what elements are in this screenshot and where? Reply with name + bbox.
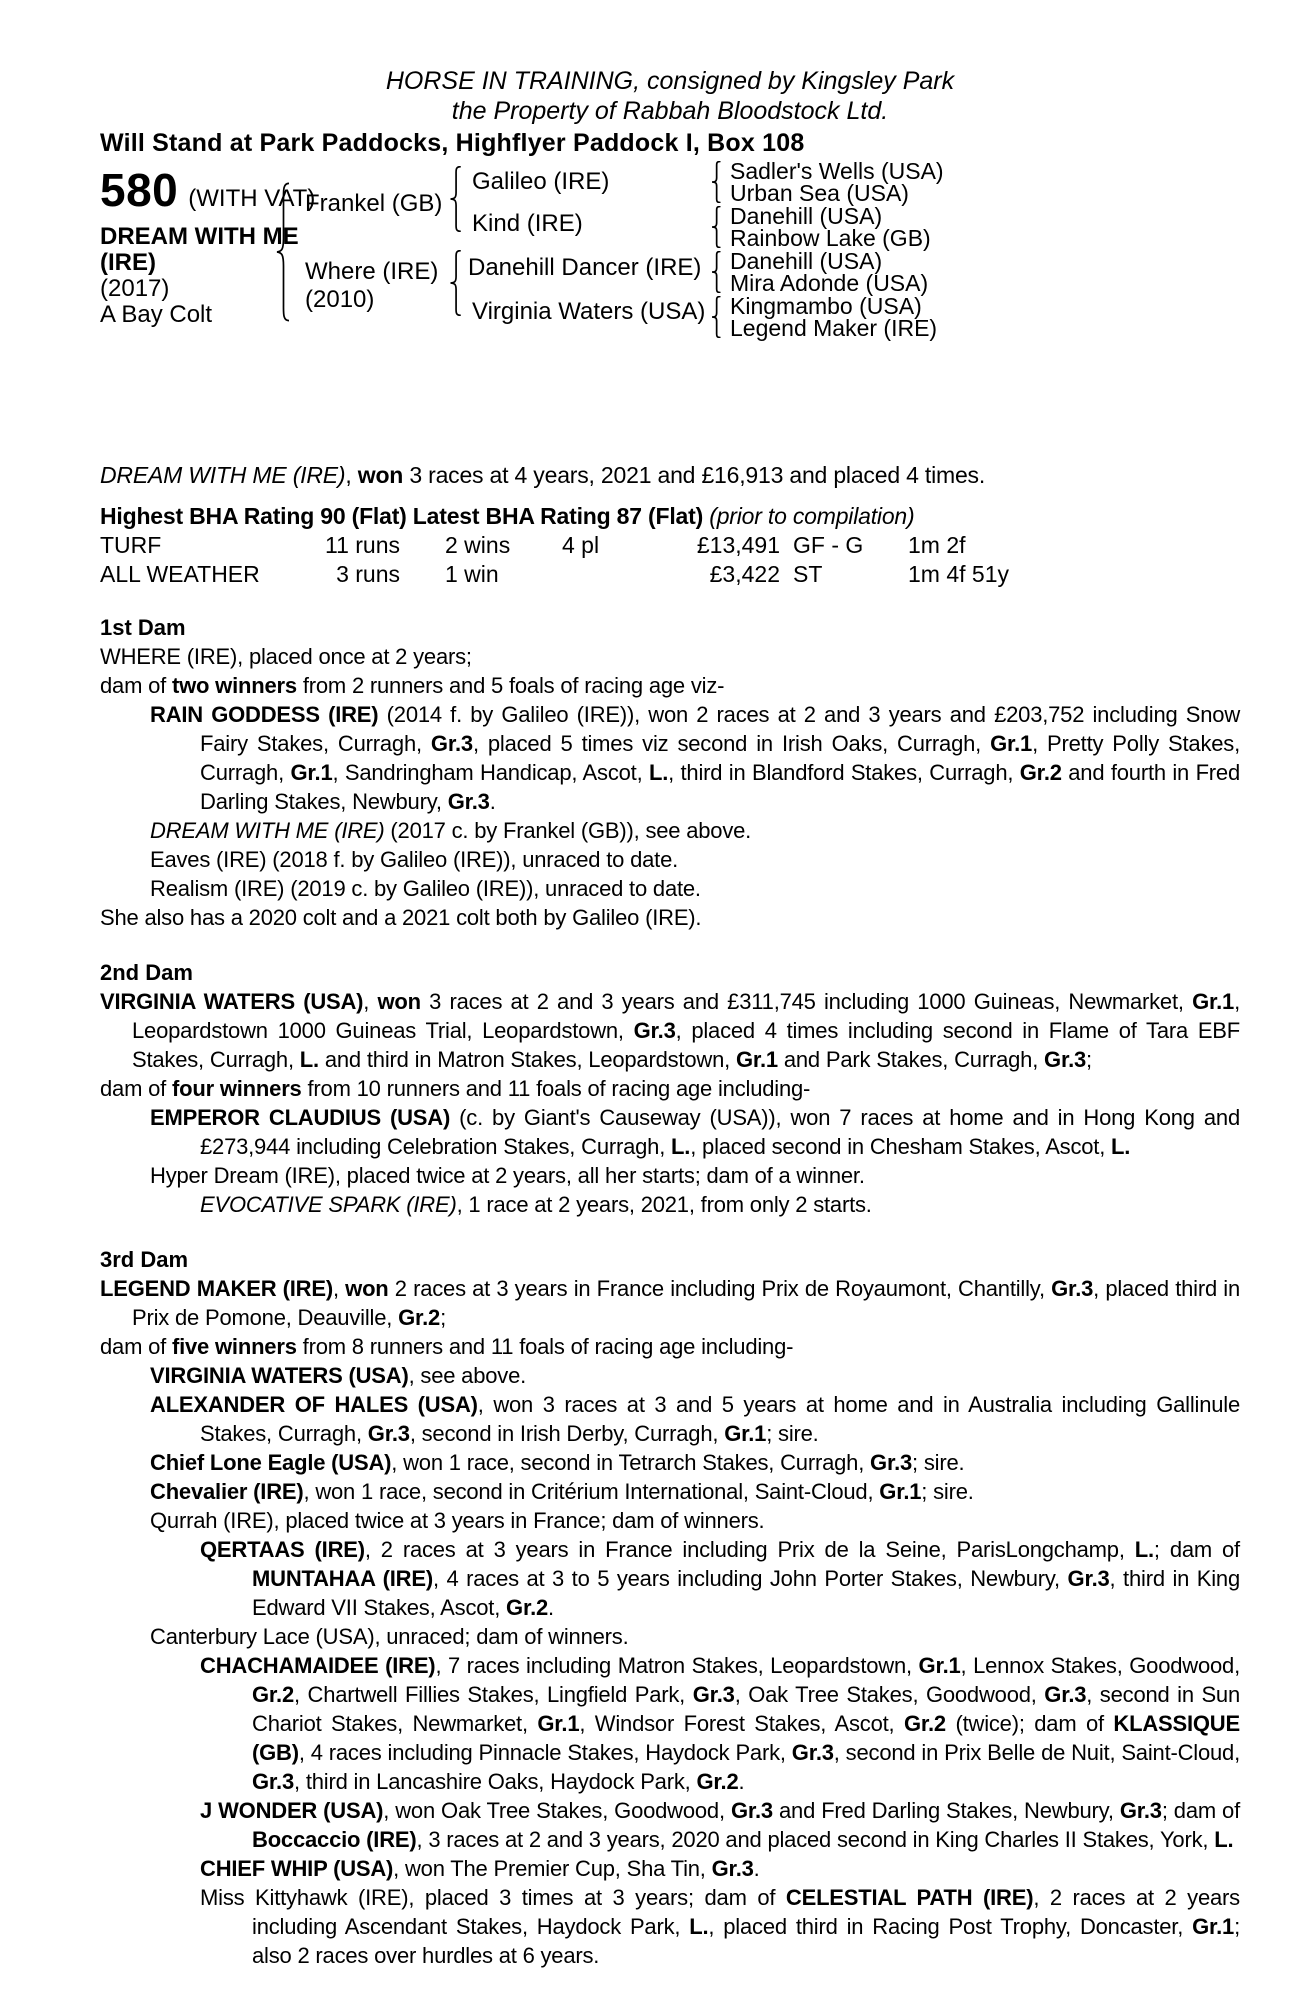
dam-line: dam of five winners from 8 runners and 11 foals of racing age including- bbox=[100, 1334, 794, 1359]
horse-description: A Bay Colt bbox=[100, 301, 213, 328]
gen3-brace-1 bbox=[710, 161, 724, 203]
progeny-entry: Realism (IRE) (2019 c. by Galileo (IRE)), unraced to date. bbox=[150, 876, 701, 901]
progeny-entry: Hyper Dream (IRE), placed twice at 2 years, all her starts; dam of a winner. bbox=[150, 1163, 865, 1188]
sire-sire-name: Galileo (IRE) bbox=[472, 168, 610, 195]
places-value bbox=[515, 560, 628, 589]
pedigree-name: Sadler's Wells (USA) bbox=[730, 158, 944, 184]
pedigree-name: Danehill (USA) bbox=[730, 248, 883, 274]
section-1st-dam bbox=[100, 613, 1240, 932]
dam-line: dam of four winners from 10 runners and 11 foals of racing age including- bbox=[100, 1076, 811, 1101]
dam-dam-name: Virginia Waters (USA) bbox=[472, 298, 706, 325]
vat-note: (WITH VAT) bbox=[188, 185, 316, 212]
dam-parents-brace bbox=[448, 250, 465, 316]
section-heading: 2nd Dam bbox=[100, 960, 193, 985]
earnings-value: £13,491 bbox=[696, 532, 780, 558]
sire-sire-parents bbox=[730, 160, 944, 204]
pedigree-name: Urban Sea (USA) bbox=[730, 180, 909, 206]
progeny-entry: VIRGINIA WATERS (USA), see above. bbox=[150, 1363, 527, 1388]
earnings-value: £3,422 bbox=[709, 561, 780, 587]
pedigree-name: Legend Maker (IRE) bbox=[730, 315, 938, 341]
progeny-entry: RAIN GODDESS (IRE) (2014 f. by Galileo (IRE)), won 2 races at 2 and 3 years and £203,752 including Snow Fairy Stakes, Curragh, Gr.3, placed 5 times viz second in Irish Oaks, Curragh, Gr.1, Pretty Polly Stakes, Curragh, Gr.1, Sandringham Handicap, Ascot, L., third in Blandford Stakes, Curragh, Gr.2 and fourth in Fred Darling Stakes, Newbury, Gr.3. bbox=[150, 702, 1241, 814]
progeny-entry: EMPEROR CLAUDIUS (USA) (c. by Giant's Causeway (USA)), won 7 races at home and in Hong Kong and £273,944 including Celebration Stakes, Curragh, L., placed second in Chesham Stakes, Ascot, L. bbox=[150, 1105, 1241, 1159]
dam-name: Where (IRE) bbox=[305, 258, 439, 285]
dam-year: (2010) bbox=[305, 286, 375, 313]
stand-location: Will Stand at Park Paddocks, Highflyer Paddock I, Box 108 bbox=[100, 129, 805, 157]
progeny-entry: CHIEF WHIP (USA), won The Premier Cup, Sha Tin, Gr.3. bbox=[200, 1856, 760, 1881]
dam-line: VIRGINIA WATERS (USA), won 3 races at 2 and 3 years and £311,745 including 1000 Guineas, Newmarket, Gr.1, Leopardstown 1000 Guineas Trial, Leopardstown, Gr.3, placed 4 times including second in Flame of Tara EBF Stakes, Curragh, L. and third in Matron Stakes, Leopardstown, Gr.1 and Park Stakes, Curragh, Gr.3; bbox=[100, 989, 1241, 1072]
going-value: ST bbox=[793, 561, 823, 587]
sire-parents-brace bbox=[448, 166, 465, 232]
progeny-entry: EVOCATIVE SPARK (IRE), 1 race at 2 years, 2021, from only 2 starts. bbox=[200, 1192, 872, 1217]
wins-value: 1 win bbox=[445, 561, 499, 587]
dam-line: LEGEND MAKER (IRE), won 2 races at 3 years in France including Prix de Royaumont, Chantilly, Gr.3, placed third in Prix de Pomone, Deauville, Gr.2; bbox=[100, 1276, 1240, 1330]
sire-dam-name: Kind (IRE) bbox=[472, 210, 583, 237]
progeny-entry: J WONDER (USA), won Oak Tree Stakes, Goodwood, Gr.3 and Fred Darling Stakes, Newbury, Gr.3; dam of Boccaccio (IRE), 3 races at 2 and 3 years, 2020 and placed second in King Charles II Stakes, York, L. bbox=[200, 1798, 1240, 1852]
dam-line: dam of two winners from 2 runners and 5 foals of racing age viz- bbox=[100, 673, 725, 698]
progeny-entry: Miss Kittyhawk (IRE), placed 3 times at 3 years; dam of CELESTIAL PATH (IRE), 2 races at 2 years including Ascendant Stakes, Haydock Park, L., placed third in Racing Post Trophy, Doncaster, Gr.1; also 2 races over hurdles at 6 years. bbox=[200, 1885, 1240, 1968]
race-record-summary: DREAM WITH ME (IRE), won 3 races at 4 years, 2021 and £16,913 and placed 4 times. bbox=[100, 462, 986, 488]
surface-label: ALL WEATHER bbox=[100, 561, 260, 587]
progeny-entry: Chief Lone Eagle (USA), won 1 race, second in Tetrarch Stakes, Curragh, Gr.3; sire. bbox=[150, 1450, 965, 1475]
pedigree-name: Danehill (USA) bbox=[730, 203, 883, 229]
progeny-entry: ALEXANDER OF HALES (USA), won 3 races at 3 and 5 years at home and in Australia including Gallinule Stakes, Curragh, Gr.3, second in Irish Derby, Curragh, Gr.1; sire. bbox=[150, 1392, 1241, 1446]
distance-value: 1m 4f 51y bbox=[908, 561, 1009, 587]
progeny-entry: Eaves (IRE) (2018 f. by Galileo (IRE)), unraced to date. bbox=[150, 847, 679, 872]
gen3-brace-3 bbox=[710, 251, 724, 293]
pedigree-name: Kingmambo (USA) bbox=[730, 293, 922, 319]
dam-sire-parents bbox=[730, 250, 928, 294]
record-row-all-weather bbox=[100, 560, 1240, 589]
places-value: 4 pl bbox=[562, 532, 600, 558]
runs-value: 3 runs bbox=[336, 561, 400, 587]
record-row-turf bbox=[100, 531, 1240, 560]
horse-foal-year: (2017) bbox=[100, 275, 170, 302]
gen3-brace-4 bbox=[710, 296, 724, 338]
section-heading: 3rd Dam bbox=[100, 1247, 189, 1272]
horse-name: DREAM WITH ME (IRE) bbox=[100, 223, 299, 276]
progeny-entry: Qurrah (IRE), placed twice at 3 years in France; dam of winners. bbox=[150, 1508, 765, 1533]
wins-value: 2 wins bbox=[445, 532, 511, 558]
dam-block bbox=[305, 258, 438, 314]
dam-line: WHERE (IRE), placed once at 2 years; bbox=[100, 644, 472, 669]
gen3-brace-2 bbox=[710, 206, 724, 248]
pedigree-block bbox=[100, 160, 1240, 345]
progeny-entry: CHACHAMAIDEE (IRE), 7 races including Matron Stakes, Leopardstown, Gr.1, Lennox Stakes, Goodwood, Gr.2, Chartwell Fillies Stakes, Lingfield Park, Gr.3, Oak Tree Stakes, Goodwood, Gr.3, second in Sun Chariot Stakes, Newmarket, Gr.1, Windsor Forest Stakes, Ascot, Gr.2 (twice); dam of KLASSIQUE (GB), 4 races including Pinnacle Stakes, Haydock Park, Gr.3, second in Prix Belle de Nuit, Saint-Cloud, Gr.3, third in Lancashire Oaks, Haydock Park, Gr.2. bbox=[200, 1653, 1241, 1794]
sire-name: Frankel (GB) bbox=[305, 190, 443, 217]
consignment-title-line1: HORSE IN TRAINING, consigned by Kingsley Park bbox=[385, 67, 955, 95]
section-3rd-dam bbox=[100, 1245, 1240, 1970]
bha-rating-line: Highest BHA Rating 90 (Flat) Latest BHA Rating 87 (Flat) (prior to compilation) bbox=[100, 503, 915, 529]
dam-sire-name: Danehill Dancer (IRE) bbox=[468, 254, 702, 281]
progeny-entry: Chevalier (IRE), won 1 race, second in Critérium International, Saint-Cloud, Gr.1; sire. bbox=[150, 1479, 974, 1504]
dam-line: She also has a 2020 colt and a 2021 colt both by Galileo (IRE). bbox=[100, 905, 702, 930]
page-content bbox=[100, 0, 1240, 1970]
sire-dam-parents bbox=[730, 205, 931, 249]
consignment-title-line2: the Property of Rabbah Bloodstock Ltd. bbox=[451, 97, 889, 125]
pedigree-name: Mira Adonde (USA) bbox=[730, 270, 929, 296]
going-value: GF - G bbox=[793, 532, 864, 558]
section-2nd-dam bbox=[100, 958, 1240, 1219]
lot-number: 580 bbox=[100, 164, 179, 216]
surface-label: TURF bbox=[100, 532, 162, 558]
distance-value: 1m 2f bbox=[908, 532, 966, 558]
progeny-entry: DREAM WITH ME (IRE) (2017 c. by Frankel (GB)), see above. bbox=[150, 818, 752, 843]
main-brace bbox=[274, 182, 294, 322]
pedigree-name: Rainbow Lake (GB) bbox=[730, 225, 931, 251]
dam-dam-parents bbox=[730, 295, 937, 339]
runs-value: 11 runs bbox=[324, 532, 400, 558]
progeny-entry: Canterbury Lace (USA), unraced; dam of winners. bbox=[150, 1624, 629, 1649]
progeny-entry: QERTAAS (IRE), 2 races at 3 years in France including Prix de la Seine, ParisLongchamp, L.; dam of MUNTAHAA (IRE), 4 races at 3 to 5 years including John Porter Stakes, Newbury, Gr.3, third in King Edward VII Stakes, Ascot, Gr.2. bbox=[200, 1537, 1240, 1620]
section-heading: 1st Dam bbox=[100, 615, 186, 640]
